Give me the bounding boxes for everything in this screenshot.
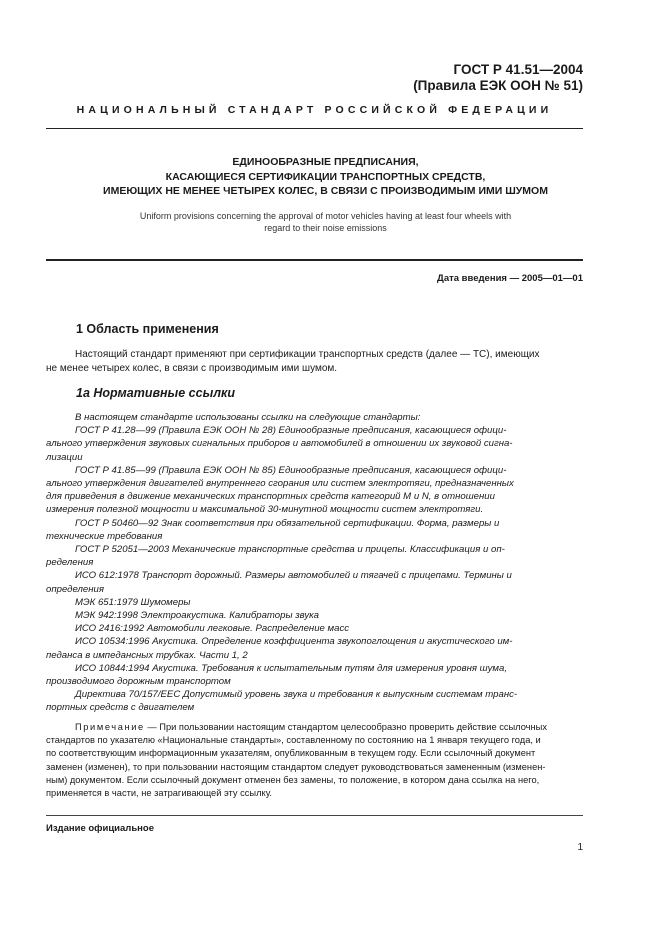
reference-line: ИСО 10844:1994 Акустика. Требования к испытательным путям для измерения уровня шума,	[75, 662, 508, 674]
title-line-2: КАСАЮЩИЕСЯ СЕРТИФИКАЦИИ ТРАНСПОРТНЫХ СРЕДСТВ,	[165, 170, 486, 183]
section-1-line-2: не менее четырех колес, в связи с производимым ими шумом.	[46, 362, 338, 374]
reference-item	[46, 517, 586, 543]
reference-item	[46, 662, 586, 688]
note-line: заменен (изменен), то при пользовании настоящим стандартом следует руководствоваться замененным (изменен-	[46, 761, 546, 772]
reference-line: лизации	[46, 451, 83, 463]
reference-line: МЭК 651:1979 Шумомеры	[75, 596, 191, 608]
reference-line: ального утверждения звуковых сигнальных приборов и автомобилей в отношении их звуковой сигна-	[46, 438, 513, 450]
note-label: Примечание	[75, 722, 145, 732]
reference-item	[46, 688, 586, 714]
note-line: применяется в части, не затрагивающей эту ссылку.	[46, 788, 272, 799]
references-intro: В настоящем стандарте использованы ссылки на следующие стандарты:	[75, 412, 421, 423]
document-title	[60, 155, 591, 199]
reference-line: для приведения в движение механических транспортных средств категорий M и N, в отношении	[46, 491, 495, 503]
reference-item	[46, 622, 586, 635]
reference-line: измерения полезной мощности и максимальной 30-минутной мощности систем электротяги.	[46, 504, 484, 516]
reference-item	[46, 596, 586, 609]
reference-line: производимого дорожным транспортом	[46, 676, 231, 688]
reference-item	[46, 464, 586, 517]
national-standard-banner: НАЦИОНАЛЬНЫЙ СТАНДАРТ РОССИЙСКОЙ ФЕДЕРАЦИИ	[76, 104, 553, 116]
official-edition-label: Издание официальное	[46, 823, 154, 834]
reference-line: ределения	[46, 557, 94, 569]
note-block	[46, 721, 586, 800]
section-1-line-1: Настоящий стандарт применяют при сертификации транспортных средств (далее — ТС), имеющих	[75, 349, 540, 360]
note-line: по соответствующим информационным указателям, опубликованным в текущем году. Если ссылочный документ	[46, 748, 536, 759]
section-1a-heading: 1а Нормативные ссылки	[76, 386, 235, 400]
reference-line: МЭК 942:1998 Электроакустика. Калибраторы звука	[75, 610, 320, 622]
note-line-1-text: — При пользовании настоящим стандартом целесообразно проверить действие ссылочных	[144, 722, 547, 732]
introduction-date: Дата введения — 2005—01—01	[437, 273, 583, 284]
footer-divider	[46, 815, 583, 816]
reference-item	[46, 569, 586, 595]
reference-line: ГОСТ Р 41.85—99 (Правила ЕЭК ООН № 85) Единообразные предписания, касающиеся офици-	[75, 464, 507, 476]
reference-item	[46, 424, 586, 464]
document-code	[413, 62, 583, 94]
reference-item	[46, 609, 586, 622]
document-code-line-1: ГОСТ Р 41.51—2004	[453, 62, 583, 77]
header-divider	[46, 128, 583, 129]
title-divider	[46, 259, 583, 261]
reference-line: ГОСТ Р 41.28—99 (Правила ЕЭК ООН № 28) Единообразные предписания, касающиеся офици-	[75, 425, 507, 437]
reference-item	[46, 543, 586, 569]
reference-line: ГОСТ Р 52051—2003 Механические транспортные средства и прицепы. Классификация и оп-	[75, 544, 505, 556]
reference-line: ГОСТ Р 50460—92 Знак соответствия при обязательной сертификации. Форма, размеры и	[75, 517, 500, 529]
reference-line: технические требования	[46, 530, 163, 542]
note-line: ным) документом. Если ссылочный документ отменен без замены, то положение, в котором дана ссылка на него,	[46, 774, 540, 785]
page-number: 1	[577, 842, 583, 853]
english-title-line-1: Uniform provisions concerning the approval of motor vehicles having at least four wheels with	[139, 211, 512, 221]
reference-line: ального утверждения двигателей внутреннего сгорания или систем электротяги, предназначенных	[46, 478, 514, 490]
english-title-line-2: regard to their noise emissions	[264, 222, 387, 233]
english-title	[90, 211, 561, 234]
reference-line: педанса в импедансных трубках. Части 1, 2	[46, 649, 248, 661]
note-line	[46, 721, 586, 734]
reference-line: портных средств с двигателем	[46, 702, 195, 714]
section-1-heading: 1 Область применения	[76, 322, 219, 336]
title-line-3: ИМЕЮЩИХ НЕ МЕНЕЕ ЧЕТЫРЕХ КОЛЕС, В СВЯЗИ С ПРОИЗВОДИМЫМ ИМИ ШУМОМ	[103, 185, 548, 197]
reference-line: ИСО 10534:1996 Акустика. Определение коэффициента звукопоглощения и акустического им-	[75, 636, 513, 648]
note-line: стандартов по указателю «Национальные стандарты», составленному по состоянию на 1 января текущего года, и	[46, 735, 541, 746]
section-1-text	[46, 348, 583, 375]
reference-line: определения	[46, 583, 104, 595]
references-list	[46, 411, 586, 715]
reference-item	[46, 635, 586, 661]
document-code-line-2: (Правила ЕЭК ООН № 51)	[413, 78, 583, 93]
reference-line: ИСО 612:1978 Транспорт дорожный. Размеры автомобилей и тягачей с прицепами. Термины и	[75, 570, 512, 582]
title-line-1: ЕДИНООБРАЗНЫЕ ПРЕДПИСАНИЯ,	[232, 156, 419, 168]
reference-line: ИСО 2416:1992 Автомобили легковые. Распределение масс	[75, 623, 350, 635]
reference-line: Директива 70/157/ЕЕС Допустимый уровень звука и требования к выпускным системам транс-	[75, 689, 518, 701]
